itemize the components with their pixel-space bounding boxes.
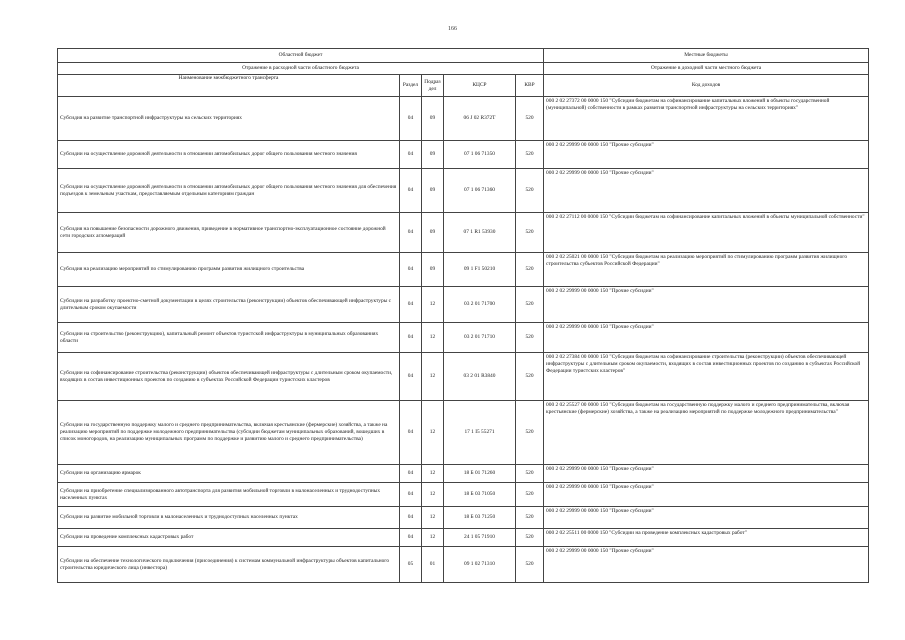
section-cell: 04 <box>400 97 422 141</box>
subsection-cell: 12 <box>422 507 444 529</box>
subsection-cell: 09 <box>422 169 444 213</box>
subsection-cell: 12 <box>422 353 444 401</box>
transfer-name-cell: Субсидии на проведение комплексных кадастровых работ <box>58 529 400 547</box>
section-cell: 04 <box>400 401 422 465</box>
kcsr-cell: 03 2 01 71710 <box>444 323 516 353</box>
income-code-cell: 000 2 02 29999 00 0000 150 "Прочие субсидии" <box>544 465 869 483</box>
subsection-cell: 09 <box>422 141 444 169</box>
kvr-cell: 520 <box>516 141 544 169</box>
kvr-cell: 520 <box>516 353 544 401</box>
table-row <box>58 323 869 353</box>
table-row <box>58 507 869 529</box>
transfer-name-cell: Субсидии на софинансирование строительства (реконструкции) объектов обеспечивающей инфраструктуры с длительным сроком окупаемости, входящих в состав инвестиционных проектов по созданию в субъектах Российской Федерации туристских кластеров <box>58 353 400 401</box>
kvr-cell: 520 <box>516 97 544 141</box>
kvr-cell: 520 <box>516 213 544 253</box>
transfer-name-cell: Субсидии на приобретение специализированного автотранспорта для развития мобильной торговли в малонаселенных и труднодоступных населенных пунктах <box>58 483 400 507</box>
kvr-cell: 520 <box>516 169 544 213</box>
income-code-header: Код доходов <box>544 75 869 97</box>
subsection-cell: 12 <box>422 465 444 483</box>
section-header: Раздел <box>400 75 422 97</box>
table-row <box>58 483 869 507</box>
kvr-cell: 520 <box>516 507 544 529</box>
income-code-cell: 000 2 02 29999 00 0000 150 "Прочие субсидии" <box>544 287 869 323</box>
section-cell: 04 <box>400 507 422 529</box>
income-code-cell: 000 2 02 27112 00 0000 150 "Субсидии бюджетам на софинансирование капитальных вложений в объекты муниципальной собственности" <box>544 213 869 253</box>
transfer-name-cell: Субсидии на развитие мобильной торговли в малонаселенных и труднодоступных населенных пунктах <box>58 507 400 529</box>
kcsr-cell: 17 1 I5 55271 <box>444 401 516 465</box>
income-code-cell: 000 2 02 29999 00 0000 150 "Прочие субсидии" <box>544 483 869 507</box>
table-row <box>58 465 869 483</box>
table-row <box>58 287 869 323</box>
kvr-cell: 520 <box>516 287 544 323</box>
income-reflection-header: Отражение в доходной части местного бюджета <box>544 63 869 75</box>
transfer-name-cell: Субсидии на осуществление дорожной деятельности в отношении автомобильных дорог общего пользования местного значения для обеспечения подъездов к земельным участкам, предоставляемым отдельным категориям граждан <box>58 169 400 213</box>
transfer-name-cell: Субсидии на государственную поддержку малого и среднего предпринимательства, включая крестьянские (фермерские) хозяйства, а также на реализацию мероприятий по поддержке молодежного предпринимательства (субсидии бюджетам муниципальных образований, вошедших в список моногородов, на реализацию муниципальных программ по поддержке и развитию малого и среднего предпринимательства) <box>58 401 400 465</box>
subsection-cell: 12 <box>422 483 444 507</box>
income-code-cell: 000 2 02 27384 00 0000 150 "Субсидии бюджетам на софинансирование строительства (реконструкции) объектов обеспечивающей инфраструктуры с длительным сроком окупаемости, входящих в состав инвестиционных проектов по созданию в субъектах Российской Федерации туристских кластеров" <box>544 353 869 401</box>
local-budgets-header: Местные бюджеты <box>544 49 869 63</box>
transfer-name-cell: Субсидия на реализацию мероприятий по стимулированию программ развития жилищного строительства <box>58 253 400 287</box>
kvr-cell: 520 <box>516 529 544 547</box>
expense-reflection-header: Отражение в расходной части областного бюджета <box>58 63 544 75</box>
table-row <box>58 253 869 287</box>
table-row <box>58 97 869 141</box>
subsection-cell: 09 <box>422 213 444 253</box>
kcsr-cell: 09 1 F1 50210 <box>444 253 516 287</box>
transfer-name-cell: Субсидии на осуществление дорожной деятельности в отношении автомобильных дорог общего пользования местного значения <box>58 141 400 169</box>
kcsr-cell: 09 1 02 71310 <box>444 547 516 583</box>
table-row <box>58 353 869 401</box>
section-cell: 04 <box>400 483 422 507</box>
income-code-cell: 000 2 02 27372 00 0000 150 "Субсидии бюджетам на софинансирование капитальных вложений в объекты государственной (муниципальной) собственности в рамках развития транспортной инфраструктуры на сельских территориях" <box>544 97 869 141</box>
transfer-name-cell: Субсидии на обеспечение технологического подключения (присоединения) к системам коммунальной инфраструктуры объектов капитального строительства юридического лица (инвестора) <box>58 547 400 583</box>
subsection-cell: 12 <box>422 529 444 547</box>
kcsr-header: КЦСР <box>444 75 516 97</box>
income-code-cell: 000 2 02 29999 00 0000 150 "Прочие субсидии" <box>544 507 869 529</box>
transfer-name-header: Наименование межбюджетного трансферта <box>58 75 400 97</box>
section-cell: 04 <box>400 465 422 483</box>
transfer-name-cell: Субсидии на разработку проектно-сметной документации в целях строительства (реконструкции) объектов обеспечивающей инфраструктуры с длительным сроком окупаемости <box>58 287 400 323</box>
income-code-cell: 000 2 02 29999 00 0000 150 "Прочие субсидии" <box>544 323 869 353</box>
section-cell: 04 <box>400 323 422 353</box>
subsection-header: Подраздел <box>422 75 444 97</box>
subsection-cell: 12 <box>422 323 444 353</box>
section-cell: 04 <box>400 287 422 323</box>
subsection-cell: 01 <box>422 547 444 583</box>
income-code-cell: 000 2 02 29999 00 0000 150 "Прочие субсидии" <box>544 141 869 169</box>
kvr-cell: 520 <box>516 465 544 483</box>
section-cell: 04 <box>400 213 422 253</box>
subsection-cell: 09 <box>422 253 444 287</box>
kvr-cell: 520 <box>516 253 544 287</box>
section-cell: 04 <box>400 529 422 547</box>
kcsr-cell: 03 2 01 R3840 <box>444 353 516 401</box>
table-row <box>58 141 869 169</box>
transfer-table <box>57 48 869 583</box>
income-code-cell: 000 2 02 25021 00 0000 150 "Субсидии бюджетам на реализацию мероприятий по стимулированию программ развития жилищного строительства субъектов Российской Федерации" <box>544 253 869 287</box>
transfer-name-cell: Субсидии на строительство (реконструкцию), капитальный ремонт объектов туристской инфраструктуры в муниципальных образованиях области <box>58 323 400 353</box>
transfer-name-cell: Субсидии на организацию ярмарок <box>58 465 400 483</box>
kvr-cell: 520 <box>516 401 544 465</box>
kcsr-cell: 18 Б 03 71050 <box>444 483 516 507</box>
kcsr-cell: 03 2 01 71700 <box>444 287 516 323</box>
kcsr-cell: 07 1 06 71360 <box>444 169 516 213</box>
subsection-cell: 12 <box>422 287 444 323</box>
kcsr-cell: 07 1 R1 53930 <box>444 213 516 253</box>
section-cell: 05 <box>400 547 422 583</box>
kvr-cell: 520 <box>516 323 544 353</box>
kcsr-cell: 18 Б 03 71250 <box>444 507 516 529</box>
transfer-name-cell: Субсидия на развитие транспортной инфраструктуры на сельских территориях <box>58 97 400 141</box>
table-row <box>58 169 869 213</box>
section-cell: 04 <box>400 141 422 169</box>
income-code-cell: 000 2 02 25527 00 0000 150 "Субсидии бюджетам на государственную поддержку малого и среднего предпринимательства, включая крестьянские (фермерские) хозяйства, а также на реализацию мероприятий по поддержке молодежного предпринимательства" <box>544 401 869 465</box>
regional-budget-header: Областной бюджет <box>58 49 544 63</box>
table-row <box>58 213 869 253</box>
kvr-header: КВР <box>516 75 544 97</box>
kcsr-cell: 06 Ј 02 R372Т <box>444 97 516 141</box>
kvr-cell: 520 <box>516 547 544 583</box>
subsection-cell: 09 <box>422 97 444 141</box>
income-code-cell: 000 2 02 29999 00 0000 150 "Прочие субсидии" <box>544 169 869 213</box>
section-cell: 04 <box>400 253 422 287</box>
transfer-name-cell: Субсидия на повышение безопасности дорожного движения, приведение в нормативное транспортно-эксплуатационное состояние дорожной сети городских агломераций <box>58 213 400 253</box>
subsection-cell: 12 <box>422 401 444 465</box>
kcsr-cell: 18 Б 01 71260 <box>444 465 516 483</box>
page-number: 166 <box>448 26 457 32</box>
kvr-cell: 520 <box>516 483 544 507</box>
kcsr-cell: 07 1 06 71350 <box>444 141 516 169</box>
income-code-cell: 000 2 02 29999 00 0000 150 "Прочие субсидии" <box>544 547 869 583</box>
table-row <box>58 401 869 465</box>
table-row <box>58 547 869 583</box>
section-cell: 04 <box>400 169 422 213</box>
kcsr-cell: 24 1 05 71910 <box>444 529 516 547</box>
income-code-cell: 000 2 02 25511 00 0000 150 "Субсидии на проведение комплексных кадастровых работ" <box>544 529 869 547</box>
table-row <box>58 529 869 547</box>
section-cell: 04 <box>400 353 422 401</box>
